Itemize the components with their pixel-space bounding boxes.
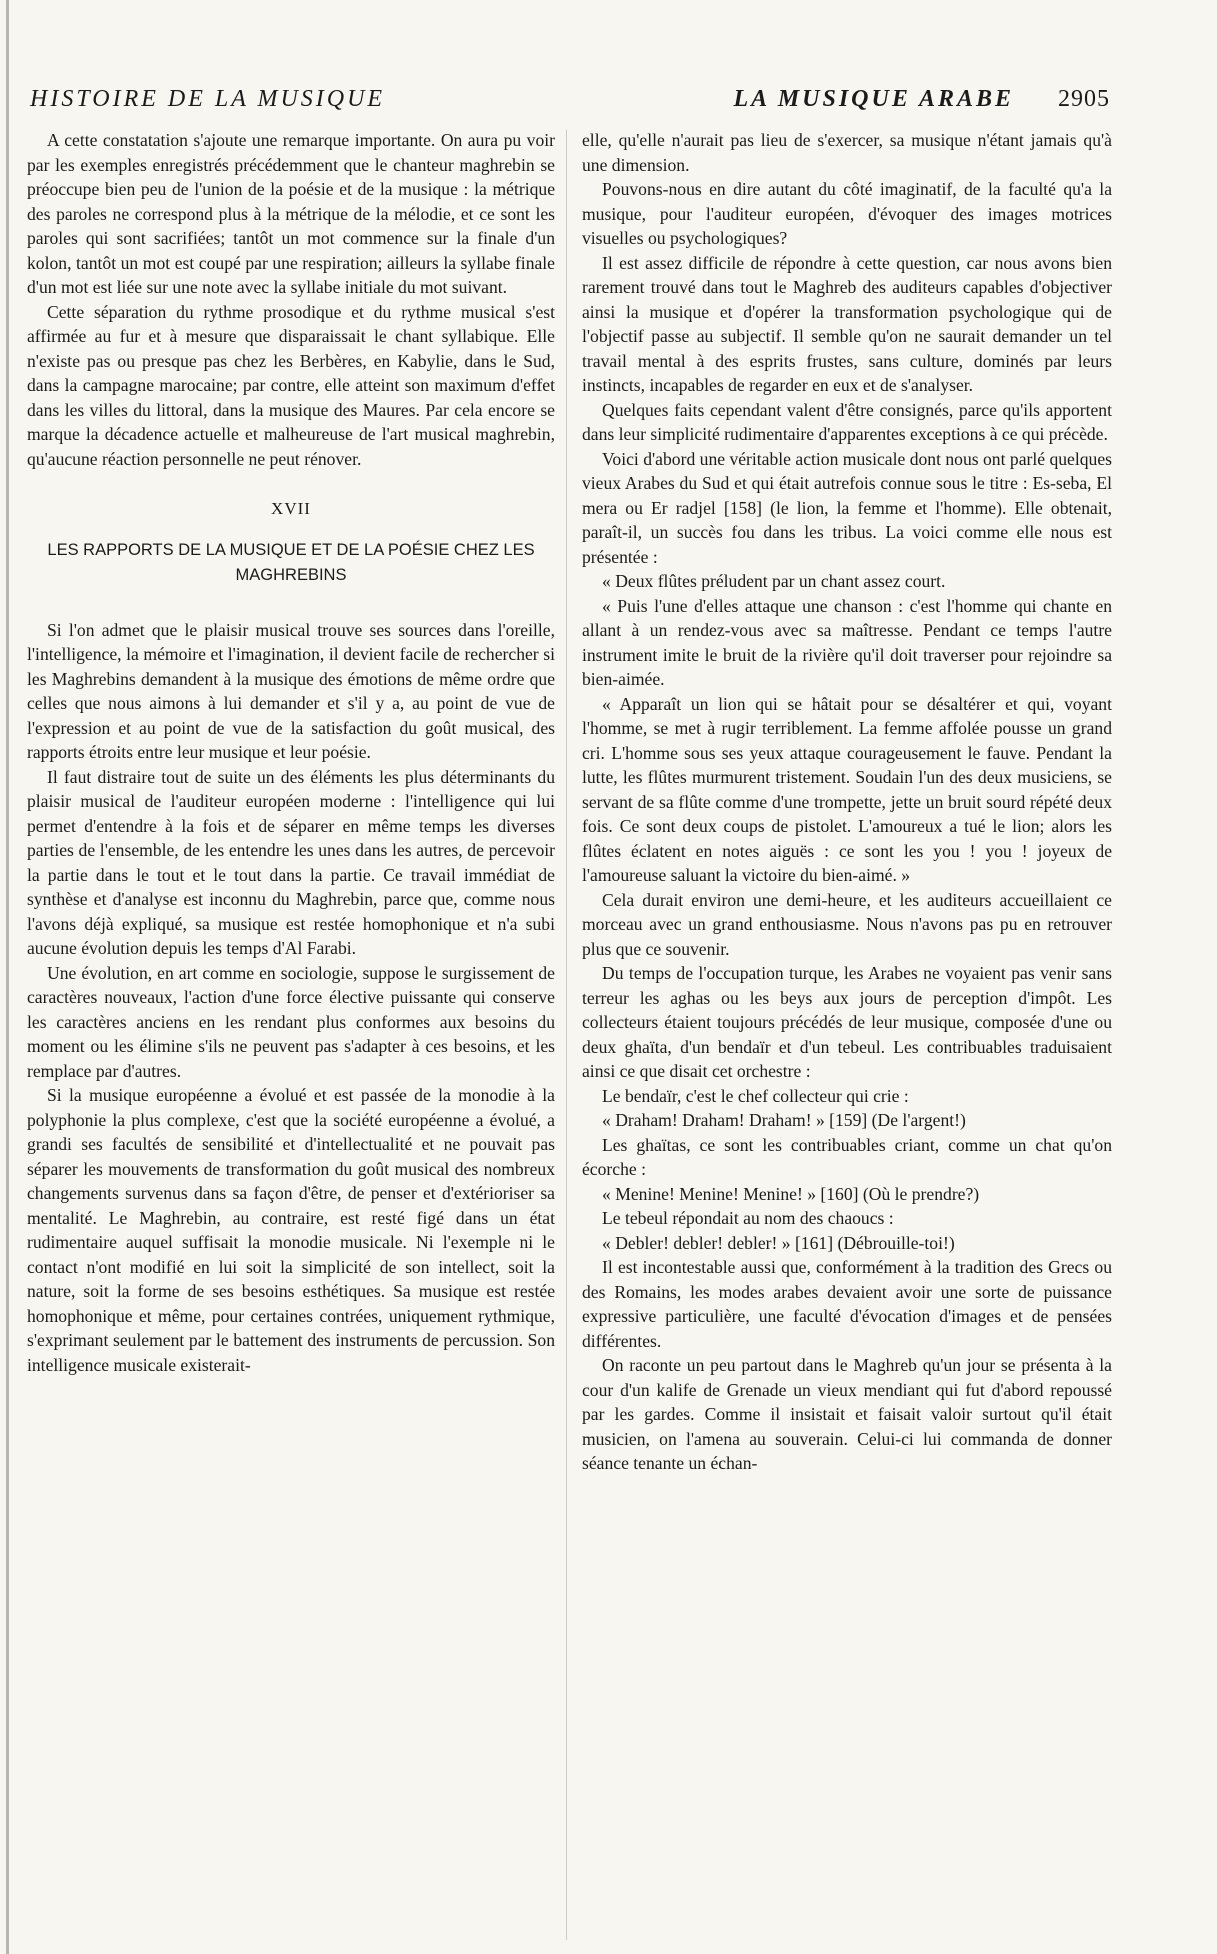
page-number: 2905 xyxy=(1058,86,1110,112)
running-header xyxy=(30,86,1110,120)
paragraph: Du temps de l'occupation turque, les Arabes ne voyaient pas venir sans terreur les aghas ou les beys aux jours de perception d'impôt. Les collecteurs étaient toujours précédés de leur musique, composée d'une ou deux ghaïta, d'un bendaïr et d'un tebeul. Les contribuables traduisaient ainsi ce que disait cet orchestre : xyxy=(582,963,1112,1081)
paragraph: Les ghaïtas, ce sont les contribuables criant, comme un chat qu'on écorche : xyxy=(582,1134,1112,1179)
paragraph: A cette constatation s'ajoute une remarque importante. On aura pu voir par les exemples enregistrés précédemment que le chanteur maghrebin se préoccupe bien peu de l'union de la poésie et de la musique : la métrique des paroles ne correspond plus à la métrique de la mélodie, et ce sont les paroles qui sont sacrifiées; tantôt un mot commence sur la finale d'un kolon, tantôt un mot est coupé par une respiration; ailleurs la syllabe finale d'un mot est liée sur une note avec la syllabe initiale du mot suivant. xyxy=(27,130,555,297)
right-column xyxy=(582,128,1112,1476)
quote-line: « Menine! Menine! Menine! » [160] (Où le prendre?) xyxy=(602,1183,980,1204)
paragraph: Le bendaïr, c'est le chef collecteur qui crie : xyxy=(602,1085,909,1106)
section-title: LES RAPPORTS DE LA MUSIQUE ET DE LA POÉSIE CHEZ LES MAGHREBINS xyxy=(47,540,535,584)
quote-line: « Deux flûtes préludent par un chant assez court. xyxy=(602,571,946,591)
paragraph: Si la musique européenne a évolué et est passée de la monodie à la polyphonie la plus complexe, c'est que la société européenne a évolué, a grandi ses facultés de sensibilité et d'intellectualité et ne pouvait pas séparer les mouvements de transformation du goût musical des nombreux changements survenus dans sa façon d'être, de penser et d'extérioriser sa mentalité. Le Maghrebin, au contraire, est resté figé dans un état rudimentaire auquel suffisait la monodie musicale. Ni l'exemple ni le contact n'ont modifié en lui soit la simplicité de son intellect, soit la nature, soit la forme de ses besoins esthétiques. Sa musique est restée homophonique et même, pour certaines contrées, uniquement rythmique, s'exprimant seulement par le battement des instruments de percussion. Son intelligence musicale existerait- xyxy=(27,1085,555,1375)
paragraph: Il est incontestable aussi que, conformément à la tradition des Grecs ou des Romains, les modes arabes devaient avoir une sorte de puissance expressive particulière, une faculté d'évocation d'images et de pensées différentes. xyxy=(582,1257,1112,1351)
paragraph: Pouvons-nous en dire autant du côté imaginatif, de la faculté qu'a la musique, pour l'auditeur européen, d'évoquer des images motrices visuelles ou psychologiques? xyxy=(582,179,1112,248)
header-book-title: HISTOIRE DE LA MUSIQUE xyxy=(30,86,386,112)
paragraph: elle, qu'elle n'aurait pas lieu de s'exercer, sa musique n'étant jamais qu'à une dimension. xyxy=(582,130,1112,175)
paragraph: Le tebeul répondait au nom des chaoucs : xyxy=(602,1208,894,1228)
paragraph: Cela durait environ une demi-heure, et les auditeurs accueillaient ce morceau avec un grand enthousiasme. Nous n'avons pas pu en retrouver plus que ce souvenir. xyxy=(582,889,1112,959)
quote-line: « Apparaît un lion qui se hâtait pour se désaltérer et qui, voyant l'homme, se met à rugir terriblement. La femme affolée pousse un grand cri. L'homme sous ses yeux attaque courageusement le fauve. Pendant la lutte, les flûtes murmurent tristement. Soudain l'un des deux musiciens, se servant de sa flûte comme d'une trompette, jette un bruit sourd répété deux fois. Ce sont deux coups de pistolet. L'amoureux a tué le lion; alors les flûtes éclatent en notes aiguës : ce sont les you ! you ! joyeux de l'amoureuse saluant la victoire du bien-aimé. » xyxy=(582,693,1112,885)
left-column xyxy=(27,128,555,1377)
paragraph: Cette séparation du rythme prosodique et du rythme musical s'est affirmée au fur et à mesure que disparaissait le chant syllabique. Elle n'existe pas ou presque pas chez les Berbères, en Kabylie, dans le Sud, dans la campagne marocaine; par contre, elle atteint son maximum d'effet dans les villes du littoral, dans la musique des Maures. Par cela encore se marque la décadence actuelle et malheureuse de l'art musical maghrebin, qu'aucune réaction personnelle ne peut rénover. xyxy=(27,301,555,469)
paragraph: Voici d'abord une véritable action musicale dont nous ont parlé quelques vieux Arabes du Sud et qui était autrefois connue sous le titre : Es-seba, El mera ou Er radjel [158] (le lion, la femme et l'homme). Elle obtenait, paraît-il, un succès fou dans les tribus. La voici comme elle nous est présentée : xyxy=(582,448,1112,567)
quote-line: « Debler! debler! debler! » [161] (Débrouille-toi!) xyxy=(602,1232,955,1253)
header-chapter-title: LA MUSIQUE ARABE xyxy=(733,86,1014,112)
section-number: XVII xyxy=(271,499,311,518)
paragraph: Il faut distraire tout de suite un des éléments les plus déterminants du plaisir musical de l'auditeur européen moderne : l'intelligence qui lui permet d'entendre à la fois et de séparer en même temps les diverses parties de l'ensemble, de les entendre les unes dans les autres, de percevoir la partie dans le tout et le tout dans la partie. Ce travail immédiat de synthèse et d'analyse est inconnu du Maghrebin, parce que, comme nous l'avons déjà expliqué, sa musique est restée homophonique et n'a subi aucune évolution depuis les temps d'Al Farabi. xyxy=(27,766,555,958)
quote-line: « Draham! Draham! Draham! » [159] (De l'argent!) xyxy=(602,1110,966,1130)
binding-edge xyxy=(6,0,9,1954)
paragraph: On raconte un peu partout dans le Maghreb qu'un jour se présenta à la cour d'un kalife de Grenade un vieux mendiant qui fut d'abord repoussé par les gardes. Comme il insistait et faisait valoir surtout qu'il était musicien, on l'amena au souverain. Celui-ci lui commanda de donner séance tenante un échan- xyxy=(582,1355,1112,1473)
paragraph: Quelques faits cependant valent d'être consignés, parce qu'ils apportent dans leur simplicité rudimentaire d'apparentes exceptions à ce qui précède. xyxy=(582,399,1112,444)
paragraph: Si l'on admet que le plaisir musical trouve ses sources dans l'oreille, l'intelligence, la mémoire et l'imagination, il devient facile de rechercher si les Maghrebins demandent à la musique des émotions de même ordre que celles que nous aimons à lui demander et s'il y a, au point de vue de l'expression et au point de vue de la satisfaction du goût musical, des rapports étroits entre leur musique et leur poésie. xyxy=(27,619,555,762)
paragraph: Il est assez difficile de répondre à cette question, car nous avons bien rarement trouvé dans tout le Maghreb des auditeurs capables d'objectiver ainsi la musique et d'opérer la transformation psychologique qui de l'objectif passe au subjectif. Il semble qu'on ne saurait demander un tel travail mental à des esprits frustes, sans culture, dominés par leurs instincts, incapables de regarder en eux et de s'analyser. xyxy=(582,252,1112,395)
column-divider xyxy=(566,130,567,1940)
paragraph: Une évolution, en art comme en sociologie, suppose le surgissement de caractères nouveaux, l'action d'une force élective puissante qui conserve les caractères anciens en les rendant plus conformes aux besoins du moment ou les élimine s'ils ne peuvent pas s'adapter à ces besoins, et les remplace par d'autres. xyxy=(27,962,555,1081)
quote-line: « Puis l'une d'elles attaque une chanson : c'est l'homme qui chante en allant à un rendez-vous avec sa maîtresse. Pendant ce temps l'autre instrument imite le bruit de la rivière qu'il doit traverser pour rejoindre sa bien-aimée. xyxy=(582,595,1112,689)
